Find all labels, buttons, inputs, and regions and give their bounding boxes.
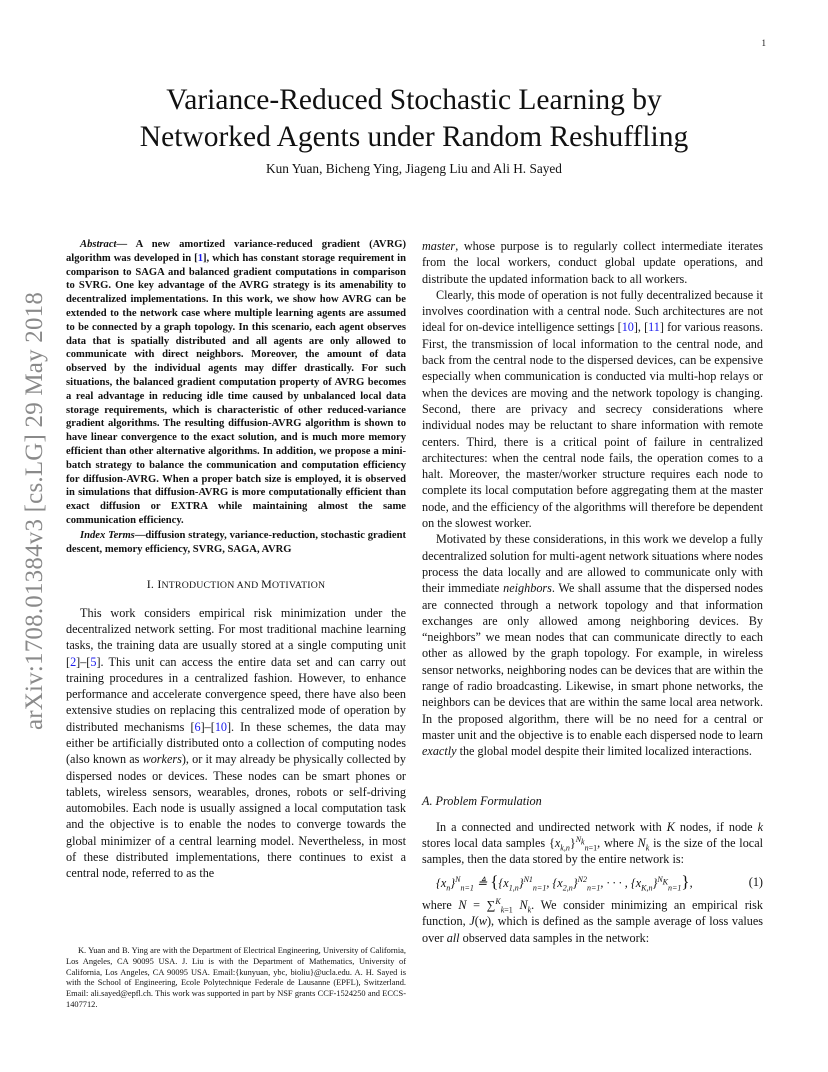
intro-paragraph-2: Clearly, this mode of operation is not fully decentralized because it involves coordination with a central node. Such architectures are not ideal for on-device intelligence settings [10], [11] for various reasons. First, the transmission of local information to the central node, and back from the central node to the dispersed devices, can be expensive especially when communication is conducted via multi-hop relays or when the devices are moving and the network topology is changing. Second, there are privacy and secrecy considerations where individual nodes may be reluctant to share information with remote centers. Third, there is a critical point of failure in centralized architectures: when the central node fails, the operation comes to a halt. Moreover, the master/worker structure requires each node to complete its local computation before aggregating them at the master node, and the efficiency of the algorithms will therefore be dependent on the slowest worker. xyxy=(422,287,764,531)
title-line-1: Variance-Reduced Stochastic Learning by xyxy=(166,84,662,116)
left-column xyxy=(66,238,406,882)
arxiv-stamp-text: arXiv:1708.01384v3 [cs.LG] 29 May 2018 xyxy=(21,291,48,731)
equation-1 xyxy=(422,871,763,893)
right-column xyxy=(422,238,763,946)
subsection-heading-problem-formulation: A. Problem Formulation xyxy=(422,793,542,808)
problem-paragraph-1: In a connected and undirected network with K nodes, if node k stores local data samples $\{x_{k,n}\}^{N_k}_{n=1}$, where $N_k$ is the size of the local samples, then the data stored by the entire network is: xyxy=(422,819,763,867)
arxiv-stamp xyxy=(17,265,53,757)
footnote-text: K. Yuan and B. Ying are with the Department of Electrical Engineering, University of California, Los Angeles, CA 90095 USA. J. Liu is with the Department of Mathematics, University of California, Los Angeles, CA 90095 USA. Email:{kunyuan, ybc, bioliu}@ucla.edu. A. H. Sayed is with the School of Engineering, Ecole Polytechnique Federale de Lausanne (EPFL), Switzerland. Email: ali.sayed@epfl.ch. This work was supported in part by NSF grants CCF-1524250 and ECCS-1407712. xyxy=(66,946,406,1009)
section-heading-introduction: I. INTRODUCTION AND MOTIVATION xyxy=(146,577,326,592)
abstract-label: Abstract xyxy=(80,239,117,250)
equation-1-body: $\{x_n\}^N_{n=1}$ ≜ {$\{x_{1,n}\}^{N1}_{n=1}$, $\{x_{2,n}\}^{N2}_{n=1}$, · · · , $\{x_{K,n}\}^{N_K}_{n=1}$}, xyxy=(436,871,693,893)
intro-paragraph-continued: master, whose purpose is to regularly collect intermediate iterates from the local workers, conduct global update operations, and distribute the updated information back to all workers. xyxy=(422,239,763,286)
abstract xyxy=(66,238,406,528)
paper-title xyxy=(70,82,758,156)
index-terms-body: —diffusion strategy, variance-reduction, stochastic gradient descent, memory efficiency, SVRG, SAGA, AVRG xyxy=(66,529,406,555)
title-line-2: Networked Agents under Random Reshuffling xyxy=(139,121,689,153)
problem-paragraph-2: where N = ∑$^K_{k=1}$ $N_k$. We consider minimizing an empirical risk function, J(w), which is defined as the sample average of loss values over all observed data samples in the network: xyxy=(422,896,763,945)
index-terms-label: Index Terms xyxy=(80,529,135,541)
abstract-body: — A new amortized variance-reduced gradient (AVRG) algorithm was developed in [1], which has constant storage requirement in comparison to SAGA and balanced gradient computations in comparison to SVRG. One key advantage of the AVRG strategy is its amenability to decentralized implementations. In this work, we show how AVRG can be extended to the network case where multiple learning agents are assumed to be connected by a graph topology. In this scenario, each agent observes data that is spatially distributed and all agents are only allowed to communicate with direct neighbors. Moreover, the amount of data observed by the individual agents may differ drastically. For such situations, the balanced gradient computation property of AVRG becomes a real advantage in reducing idle time caused by unbalanced local data storage requirements, which is characteristic of other reduced-variance gradient algorithms. The resulting diffusion-AVRG algorithm is shown to have linear convergence to the exact solution, and is much more memory efficient than other alternative algorithms. In addition, we propose a mini-batch strategy to balance the communication and computation efficiency for diffusion-AVRG. When a proper batch size is employed, it is observed in simulations that diffusion-AVRG is more computationally efficient than exact diffusion or EXTRA while maintaining almost the same communication efficiency. xyxy=(66,239,406,526)
index-terms xyxy=(66,529,406,557)
intro-paragraph-3: Motivated by these considerations, in this work we develop a fully decentralized solution for multi-agent network situations where nodes process the data locally and are allowed to communicate only with their immediate neighbors. We shall assume that the dispersed nodes are connected through a network topology and that information exchanges are only allowed among neighboring devices. By “neighbors” we mean nodes that can communicate directly to each other as allowed by the graph topology. For example, in wireless sensor networks, neighboring nodes can be devices that are within the range of radio broadcasting. Likewise, in smart phone networks, the neighbors can be devices that are within the same local area network. In the proposed algorithm, there will be no need for a central or master unit and the objective is to enable each dispersed node to learn exactly the global model despite their limited localized interactions. xyxy=(422,532,763,759)
page-number: 1 xyxy=(761,38,766,48)
author-list: Kun Yuan, Bicheng Ying, Jiageng Liu and Ali H. Sayed xyxy=(266,161,562,176)
equation-1-number: (1) xyxy=(748,875,763,890)
footnote xyxy=(66,946,406,1011)
intro-paragraph-1: This work considers empirical risk minimization under the decentralized network setting. For most traditional machine learning tasks, the training data are usually stored at a single computing unit [2]–[5]. This unit can access the entire data set and can carry out training procedures in a centralized fashion. However, to enhance performance and accelerate convergence speed, there have also been extensive studies on replacing this centralized mode of operation by distributed mechanisms [6]–[10]. In these schemes, the data may either be artificially distributed onto a collection of computing nodes (also known as workers), or it may already be physically collected by dispersed nodes or devices. These nodes can be smart phones or tablets, wireless sensors, wearables, drones, robots or self-driving automobiles. Each node is usually assigned a local computation task and the objective is to enable the nodes to converge towards the global minimizer of a central learning model. Nevertheless, in most of these distributed implementations, there continues to exist a central node, referred to as the xyxy=(66,605,406,881)
